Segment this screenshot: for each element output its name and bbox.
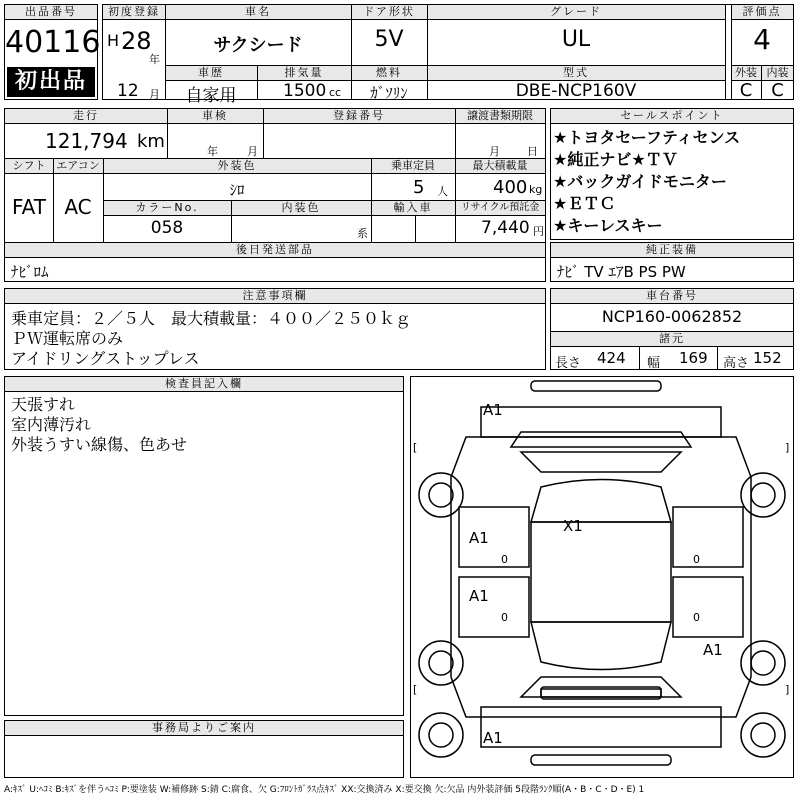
- max-load-unit: kg: [529, 183, 543, 196]
- reg-month: 12: [117, 81, 139, 101]
- first-reg-header: 初度登録: [103, 5, 165, 19]
- displacement-unit: cc: [329, 86, 342, 99]
- transfer-day-unit: 日: [527, 145, 538, 158]
- equipment-value: ﾅﾋﾞ TV ｴｱB PS PW: [557, 263, 686, 281]
- color-no-header: カラーNo.: [103, 201, 231, 215]
- inspector-box: [4, 376, 404, 716]
- chassis-box: [550, 288, 794, 370]
- caution-lines: [11, 309, 541, 369]
- sales-points-box: [550, 108, 794, 240]
- import-header: 輸入車: [371, 201, 455, 215]
- first-listing-label: 初出品: [14, 69, 87, 94]
- damage-mark: A1: [703, 641, 723, 659]
- score-header: 評価点: [731, 5, 793, 19]
- bracket-right: ]: [785, 441, 790, 454]
- fuel: ｶﾞｿﾘﾝ: [370, 84, 408, 102]
- inspection-header: 車検: [167, 109, 263, 123]
- legend: A:ｷｽﾞ U:ﾍｺﾐ B:ｷｽﾞを伴うﾍｺﾐ P:要塗装 W:補修跡 S:錆 C:腐食、欠 G:ﾌﾛﾝﾄｶﾞﾗｽ点ｷｽﾞ XX:交換済み X:要交換 欠:欠品 内外装評価 5段階ﾗﾝｸ順(A・B・C・D・E) 1: [4, 785, 645, 795]
- capacity-header: 乗車定員: [371, 159, 455, 173]
- damage-mark: A1: [469, 587, 489, 605]
- equipment-box: [550, 242, 794, 282]
- chassis-header: 車台番号: [551, 289, 793, 303]
- mileage: 121,794: [45, 129, 128, 153]
- history: 自家用: [185, 86, 237, 106]
- mileage-unit: km: [137, 131, 165, 152]
- inspection-month-unit: 月: [247, 145, 258, 158]
- color-no: 058: [150, 218, 184, 238]
- lot-number-box: [4, 4, 101, 100]
- first-listing-badge: [7, 67, 95, 97]
- length: 424: [597, 349, 626, 367]
- shift: FAT: [11, 195, 46, 219]
- width-label: 幅: [647, 356, 661, 371]
- inspector-line: 室内薄汚れ: [11, 415, 92, 434]
- damage-mark: A1: [483, 729, 503, 747]
- damage-mark: A1: [483, 401, 503, 419]
- capacity-unit: 人: [437, 185, 448, 198]
- interior-grade: C: [771, 80, 784, 101]
- ac: AC: [64, 195, 92, 219]
- height-label: 高さ: [723, 356, 750, 371]
- era: H: [107, 31, 120, 50]
- width: 169: [679, 349, 708, 367]
- caution-header: 注意事項欄: [5, 289, 545, 303]
- reg-year: 28: [121, 27, 152, 55]
- listing-info-box: [102, 4, 794, 106]
- office-header: 事務局よりご案内: [5, 721, 403, 735]
- score: 4: [753, 23, 771, 56]
- caution-line: アイドリングストップレス: [11, 349, 200, 368]
- ext-color-header: 外装色: [103, 159, 371, 173]
- bracket-left: [: [413, 683, 418, 696]
- shift-header: シフト: [5, 159, 53, 173]
- door-type: 5V: [374, 27, 404, 52]
- mileage-header: 走行: [5, 109, 167, 123]
- max-load-header: 最大積載量: [455, 159, 545, 173]
- later-parts: ﾅﾋﾞﾛﾑ: [11, 263, 49, 281]
- grade: UL: [561, 27, 591, 52]
- inspector-lines: [11, 395, 401, 455]
- interior-header: 内装: [762, 66, 793, 80]
- car-name-header: 車名: [165, 5, 351, 19]
- chassis-number: NCP160-0062852: [601, 307, 743, 326]
- inspector-header: 検査員記入欄: [5, 377, 403, 391]
- sales-point-item: ★バックガイドモニター: [553, 172, 727, 191]
- inspection-year-unit: 年: [207, 145, 218, 158]
- height: 152: [753, 349, 782, 367]
- car-diagram: [410, 376, 794, 778]
- lot-header: 出品番号: [5, 5, 97, 19]
- int-color-header: 内装色: [231, 201, 371, 215]
- inspector-line: 天張すれ: [11, 395, 76, 414]
- inspector-line: 外装うすい線傷、色あせ: [11, 435, 188, 454]
- bracket-left: [: [413, 441, 418, 454]
- damage-mark: X1: [563, 517, 583, 535]
- history-header: 車歴: [165, 66, 257, 80]
- sales-points-header: セールスポイント: [551, 109, 793, 123]
- year-unit: 年: [149, 53, 160, 66]
- zero-marker: 0: [501, 611, 508, 624]
- plate-header: 登録番号: [263, 109, 455, 123]
- ac-header: エアコン: [53, 159, 103, 173]
- length-label: 長さ: [555, 356, 582, 371]
- sales-point-item: ★純正ナビ★ＴＶ: [553, 150, 678, 169]
- door-header: ドア形状: [351, 5, 427, 19]
- ext-color: ｼﾛ: [229, 181, 245, 199]
- caution-line: ＰＷ運転席のみ: [11, 329, 124, 348]
- caution-line: 乗車定員：２／５人 最大積載量：４００／２５０ｋｇ: [11, 309, 412, 328]
- spec-header: 諸元: [551, 332, 793, 346]
- model-header: 型式: [427, 66, 725, 80]
- recycle: 7,440: [481, 218, 530, 238]
- recycle-header: リサイクル預託金: [455, 201, 545, 215]
- exterior-header: 外装: [731, 66, 761, 80]
- sales-point-item: ★トヨタセーフティセンス: [553, 128, 741, 147]
- fuel-header: 燃料: [351, 66, 427, 80]
- sales-points-list: [553, 127, 793, 237]
- car-outline: [411, 377, 793, 777]
- month-unit: 月: [149, 88, 160, 101]
- zero-marker: 0: [501, 553, 508, 566]
- transfer-header: 譲渡書類期限: [455, 109, 545, 123]
- displacement-header: 排気量: [257, 66, 351, 80]
- int-color-unit: 系: [357, 227, 368, 240]
- exterior-grade: C: [739, 80, 753, 101]
- displacement: 1500: [283, 81, 327, 101]
- grade-header: グレード: [427, 5, 725, 19]
- zero-marker: 0: [693, 611, 700, 624]
- damage-mark: A1: [469, 529, 489, 547]
- later-parts-header: 後日発送部品: [5, 243, 545, 257]
- capacity: 5: [413, 177, 425, 198]
- office-box: [4, 720, 404, 778]
- model: DBE-NCP160V: [515, 81, 637, 101]
- bracket-right: ]: [785, 683, 790, 696]
- car-name: サクシード: [213, 35, 303, 56]
- recycle-unit: 円: [533, 225, 544, 238]
- sales-point-item: ★ＥＴＣ: [553, 194, 616, 213]
- max-load: 400: [493, 177, 528, 198]
- lot-number: 40116: [5, 25, 101, 60]
- sales-point-item: ★キーレスキー: [553, 216, 663, 235]
- caution-box: [4, 288, 546, 370]
- transfer-month-unit: 月: [489, 145, 500, 158]
- zero-marker: 0: [693, 553, 700, 566]
- vehicle-details-box: [4, 108, 546, 282]
- equipment-header: 純正装備: [551, 243, 793, 257]
